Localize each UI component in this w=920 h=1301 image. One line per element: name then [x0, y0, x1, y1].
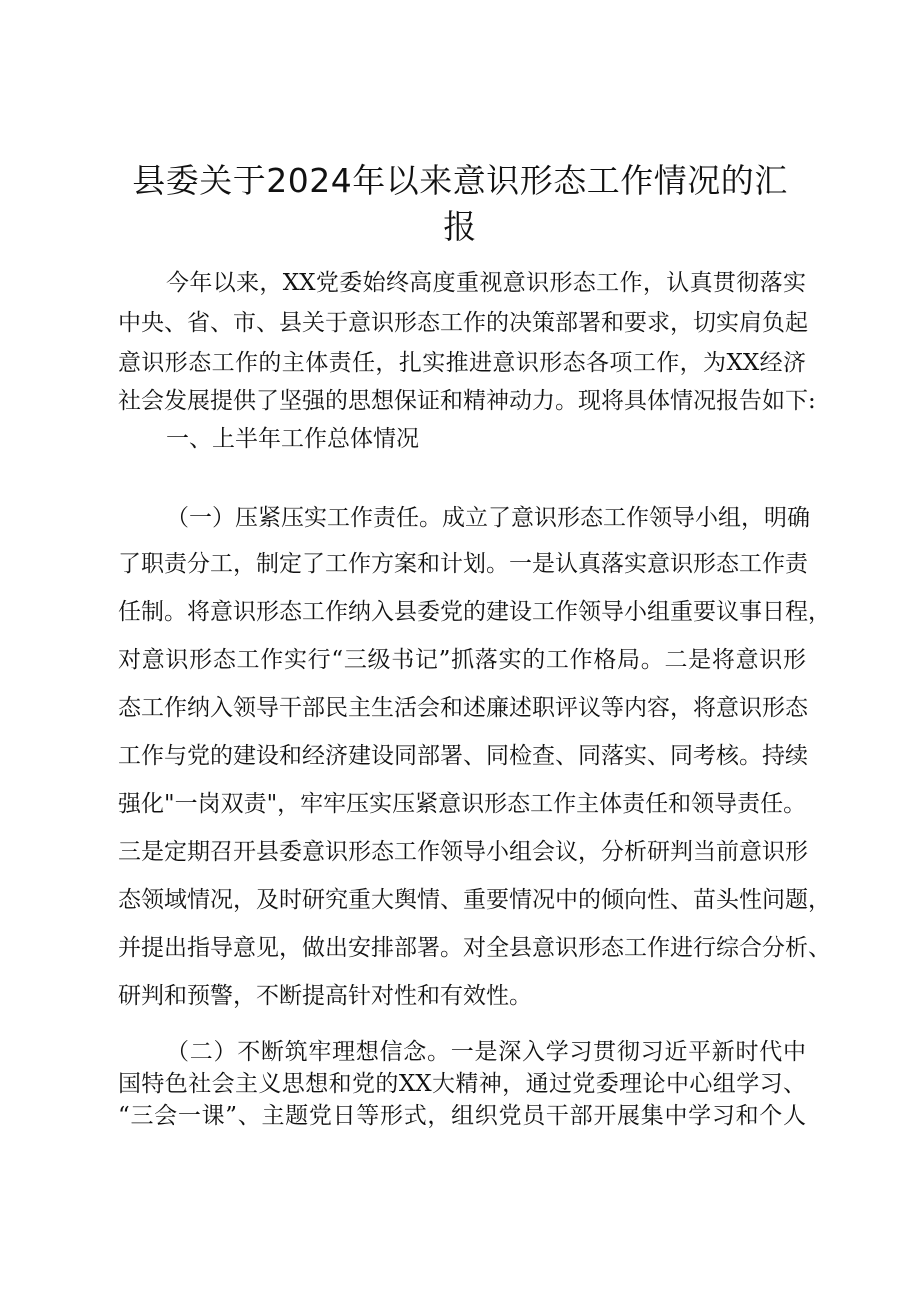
paragraph-line: （一）压紧压实工作责任。成立了意识形态工作领导小组，明确	[166, 505, 810, 531]
title-line-1: 县委关于2024年以来意识形态工作情况的汇	[132, 161, 788, 200]
paragraph-line: 对意识形态工作实行“三级书记”抓落实的工作格局。二是将意识形	[118, 647, 806, 673]
paragraph-line: “三会一课”、主题党日等形式，组织党员干部开展集中学习和个人	[118, 1103, 806, 1129]
paragraph-line: 了职责分工，制定了工作方案和计划。一是认真落实意识形态工作责	[118, 551, 808, 577]
paragraph-line: 任制。将意识形态工作纳入县委党的建设工作领导小组重要议事日程，	[118, 599, 831, 625]
document-title	[120, 158, 800, 250]
intro-line: 今年以来，XX党委始终高度重视意识形态工作，认真贯彻落实	[166, 270, 806, 296]
paragraph-line: 态工作纳入领导干部民主生活会和述廉述职评议等内容，将意识形态	[118, 695, 808, 721]
paragraph-line: （二）不断筑牢理想信念。一是深入学习贯彻习近平新时代中	[166, 1039, 806, 1065]
intro-line: 中央、省、市、县关于意识形态工作的决策部署和要求，切实肩负起	[118, 310, 808, 336]
paragraph-line: 工作与党的建设和经济建设同部署、同检查、同落实、同考核。持续	[118, 743, 808, 769]
intro-line: 社会发展提供了坚强的思想保证和精神动力。现将具体情况报告如下:	[118, 388, 816, 414]
intro-line: 意识形态工作的主体责任，扎实推进意识形态各项工作，为XX经济	[118, 350, 806, 376]
section-heading: 一、上半年工作总体情况	[166, 426, 419, 452]
paragraph-line: 研判和预警，不断提高针对性和有效性。	[118, 983, 532, 1009]
paragraph-line: 三是定期召开县委意识形态工作领导小组会议，分析研判当前意识形	[118, 839, 808, 865]
title-line-2: 报	[443, 207, 477, 246]
paragraph-line: 强化"一岗双责"，牢牢压实压紧意识形态工作主体责任和领导责任。	[118, 791, 807, 817]
paragraph-line: 国特色社会主义思想和党的XX大精神，通过党委理论中心组学习、	[118, 1071, 806, 1097]
paragraph-line: 并提出指导意见，做出安排部署。对全县意识形态工作进行综合分析、	[118, 935, 831, 961]
paragraph-line: 态领域情况，及时研究重大舆情、重要情况中的倾向性、苗头性问题，	[118, 887, 831, 913]
